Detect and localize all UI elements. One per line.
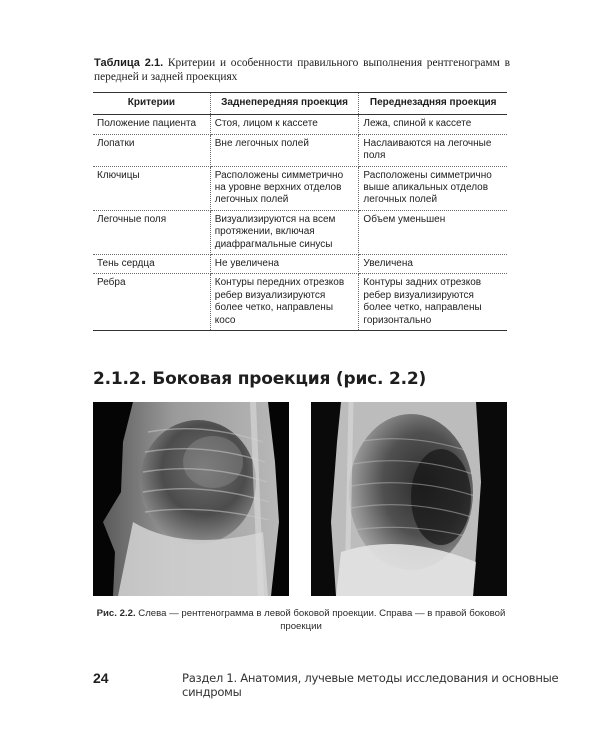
cell-criterion: Лопатки: [93, 134, 210, 166]
page-number: 24: [93, 670, 109, 686]
cell-pa: Не увеличена: [210, 255, 359, 274]
cell-pa: Расположены симметрично на уровне верхних отделов легочных полей: [210, 166, 359, 210]
table-row: [93, 166, 507, 210]
cell-pa: Визуализируются на всем протяжении, включая диафрагмальные синусы: [210, 210, 359, 254]
criteria-table: [93, 92, 507, 331]
table-row: [93, 255, 507, 274]
xray-right-lateral: [311, 402, 507, 596]
header-ap-projection: Переднезадняя проекция: [359, 93, 507, 115]
cell-ap: Контуры задних отрезков ребер визуализируются более четко, направлены горизонтально: [359, 274, 507, 331]
cell-criterion: Ключицы: [93, 166, 210, 210]
xray-left-lateral-image: [93, 402, 289, 596]
cell-ap: Увеличена: [359, 255, 507, 274]
header-criteria: Критерии: [93, 93, 210, 115]
cell-ap: Расположены симметрично выше апикальных отделов легочных полей: [359, 166, 507, 210]
cell-criterion: Легочные поля: [93, 210, 210, 254]
cell-criterion: Тень сердца: [93, 255, 210, 274]
table-row: [93, 115, 507, 134]
cell-pa: Стоя, лицом к кассете: [210, 115, 359, 134]
cell-ap: Наслаиваются на легочные поля: [359, 134, 507, 166]
table-row: [93, 210, 507, 254]
table-caption-label: Таблица 2.1.: [94, 57, 164, 69]
header-pa-projection: Заднепередняя проекция: [210, 93, 359, 115]
table-header-row: [93, 93, 507, 115]
cell-pa: Контуры передних отрезков ребер визуализируются более четко, направлены косо: [210, 274, 359, 331]
section-title: 2.1.2. Боковая проекция (рис. 2.2): [93, 369, 427, 389]
cell-criterion: Положение пациента: [93, 115, 210, 134]
cell-criterion: Ребра: [93, 274, 210, 331]
cell-ap: Объем уменьшен: [359, 210, 507, 254]
table-row: [93, 134, 507, 166]
xray-left-lateral: [93, 402, 289, 596]
figure-caption-text: Слева — рентгенограмма в левой боковой проекции. Справа — в правой боковой проекции: [138, 608, 506, 632]
figure-caption: [93, 608, 509, 633]
xray-right-lateral-image: [311, 402, 507, 596]
table-row: [93, 274, 507, 331]
table-caption-text: Критерии и особенности правильного выполнения рентгенограмм в передней и задней проекциях: [94, 57, 510, 83]
running-title: Раздел 1. Анатомия, лучевые методы исследования и основные синдромы: [182, 671, 559, 699]
cell-pa: Вне легочных полей: [210, 134, 359, 166]
table-caption: [94, 57, 510, 84]
cell-ap: Лежа, спиной к кассете: [359, 115, 507, 134]
figure-caption-label: Рис. 2.2.: [96, 608, 136, 619]
